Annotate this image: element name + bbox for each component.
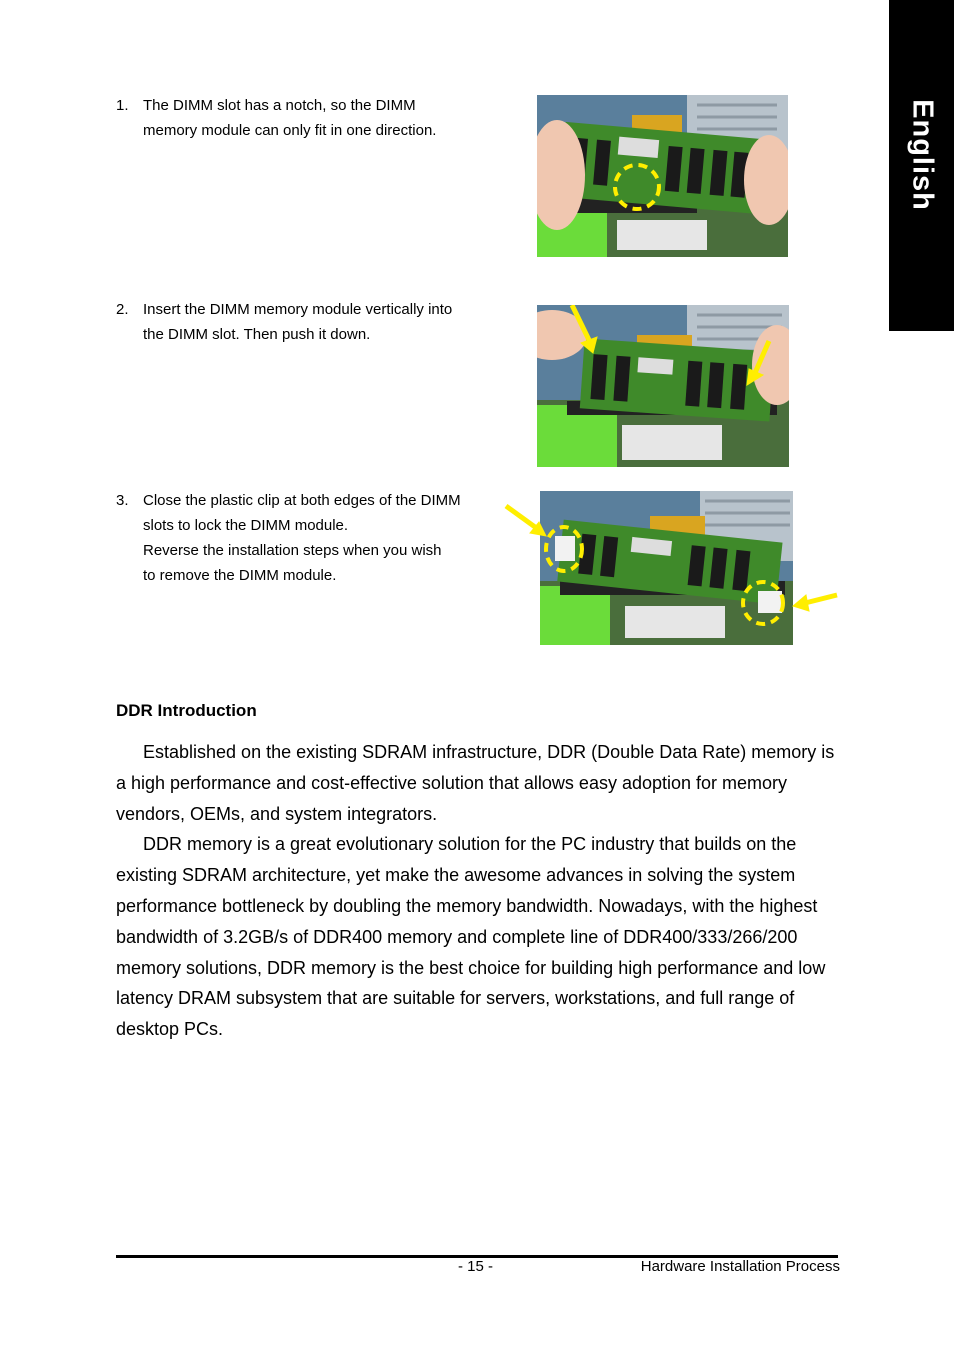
clip-arrows-overlay [503, 503, 843, 613]
step-number: 1. [116, 97, 129, 114]
footer-chapter-title: Hardware Installation Process [640, 1258, 840, 1275]
dimm-notch-photo [537, 95, 788, 257]
paragraph: Established on the existing SDRAM infrastructure, DDR (Double Data Rate) memory is a high performance and cost-effective solution that allows easy adoption for memory vendors, OEMs, and system integrators. [116, 742, 835, 824]
section-title: DDR Introduction [116, 701, 257, 720]
language-tab [889, 0, 954, 331]
page-number: - 15 - [458, 1258, 494, 1275]
step-number: 2. [116, 301, 129, 318]
language-tab-label: English [906, 99, 938, 211]
step-text: Insert the DIMM memory module vertically into the DIMM slot. Then push it down. [143, 301, 453, 343]
section-body [116, 737, 840, 1045]
step-text: Close the plastic clip at both edges of the DIMM slots to lock the DIMM module. Reverse the installation steps when you wish to remove the DIMM module. [143, 492, 461, 584]
paragraph: DDR memory is a great evolutionary solution for the PC industry that builds on the existing SDRAM architecture, yet make the awesome advances in solving the system performance bottleneck by doubling the memory bandwidth. Nowadays, with the highest bandwidth of 3.2GB/s of DDR400 memory and complete line of DDR400/333/266/200 memory solutions, DDR memory is the best choice for building high performance and low latency DRAM subsystem that are suitable for servers, workstations, and full range of desktop PCs. [116, 834, 826, 1040]
step-text: The DIMM slot has a notch, so the DIMM memory module can only fit in one direction. [143, 97, 437, 139]
dimm-insert-photo [537, 305, 789, 467]
step-number: 3. [116, 492, 129, 509]
